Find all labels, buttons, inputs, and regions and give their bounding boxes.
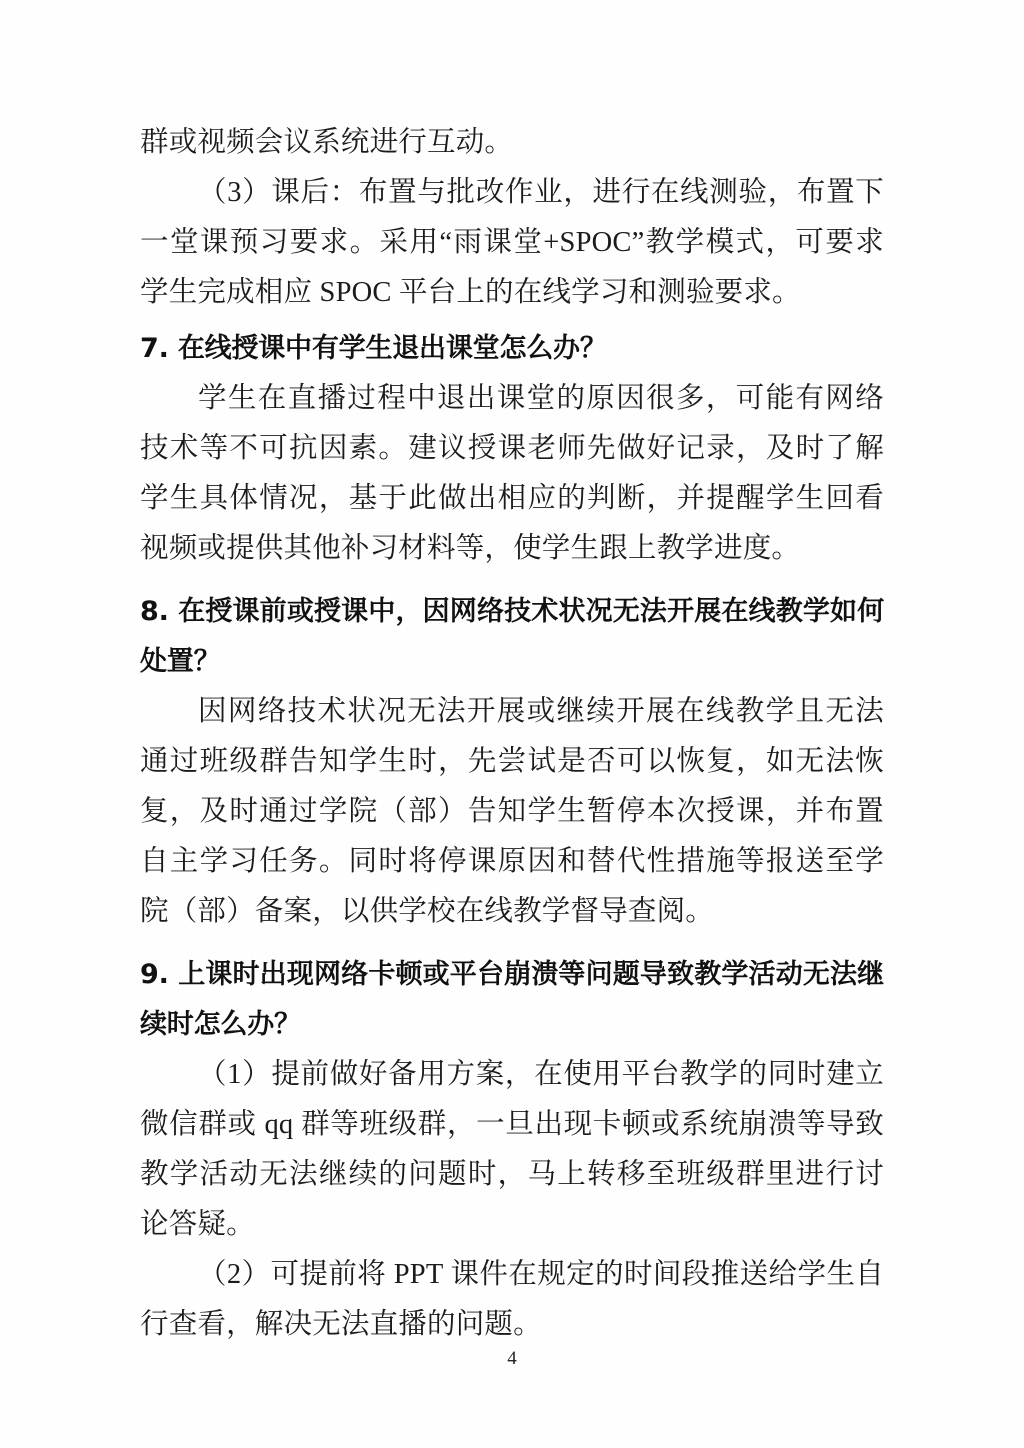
paragraph-continuation: 群或视频会议系统进行互动。	[140, 127, 514, 158]
paragraph-answer-7: 学生在直播过程中退出课堂的原因很多，可能有网络技术等不可抗因素。建议授课老师先做好记录，及时了解学生具体情况，基于此做出相应的判断，并提醒学生回看视频或提供其他补习材料等，使学生跟上教学进度。	[140, 383, 884, 564]
paragraph-answer-9-item-2: （2）可提前将 PPT 课件在规定的时间段推送给学生自行查看，解决无法直播的问题。	[140, 1259, 884, 1340]
paragraph-answer-9-item-1: （1）提前做好备用方案，在使用平台教学的同时建立微信群或 qq 群等班级群，一旦出现卡顿或系统崩溃等导致教学活动无法继续的问题时，马上转移至班级群里进行讨论答疑。	[140, 1059, 884, 1240]
heading-question-9: 9. 上课时出现网络卡顿或平台崩溃等问题导致教学活动无法继续时怎么办？	[140, 959, 884, 1040]
heading-question-8: 8. 在授课前或授课中，因网络技术状况无法开展在线教学如何处置？	[140, 596, 884, 677]
paragraph-post-class: （3）课后：布置与批改作业，进行在线测验，布置下一堂课预习要求。采用“雨课堂+SPOC”教学模式，可要求学生完成相应 SPOC 平台上的在线学习和测验要求。	[140, 177, 884, 308]
paragraph-answer-8: 因网络技术状况无法开展或继续开展在线教学且无法通过班级群告知学生时，先尝试是否可以恢复，如无法恢复，及时通过学院（部）告知学生暂停本次授课，并布置自主学习任务。同时将停课原因和替代性措施等报送至学院（部）备案，以供学校在线教学督导查阅。	[140, 696, 884, 927]
heading-question-7: 7. 在线授课中有学生退出课堂怎么办？	[140, 333, 607, 364]
spacer	[140, 574, 884, 587]
page-number: 4	[507, 1348, 517, 1369]
spacer	[140, 937, 884, 950]
page-content	[140, 118, 884, 1350]
